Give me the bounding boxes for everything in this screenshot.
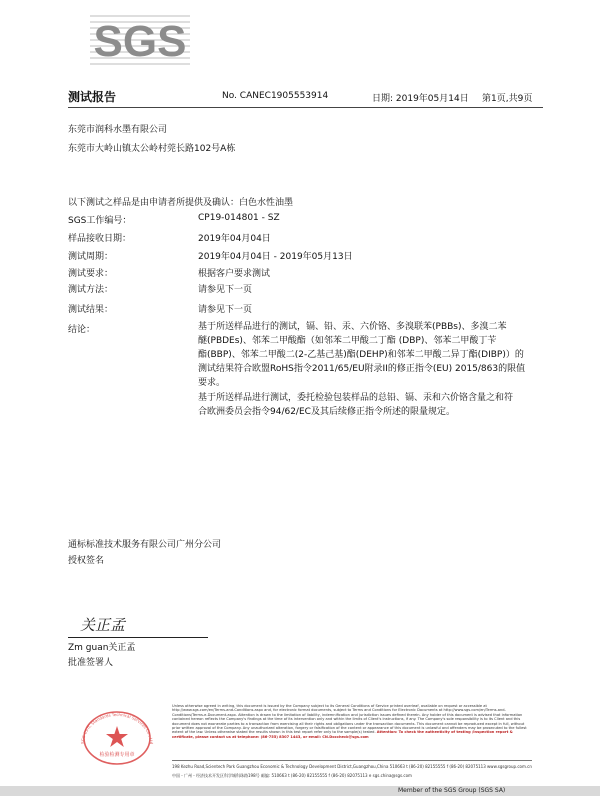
test-method-label: 测试方法： — [68, 285, 114, 295]
conclusion-line: 测试结果符合欧盟RoHS指令2011/65/EU附录II的修正指令(EU) 2015/863的限值 — [198, 364, 526, 374]
report-title: 测试报告 — [68, 90, 117, 104]
conclusion-line: 合欧洲委员会指令94/62/EC及其后续修正指令所述的限量规定。 — [198, 407, 455, 417]
test-request-label: 测试要求： — [68, 269, 114, 279]
conclusion-line: 基于所送样品进行的测试，镉、铅、汞、六价铬、多溴联苯(PBBs)、多溴二苯 — [198, 322, 507, 332]
footer-divider — [172, 760, 532, 761]
received-date-label: 样品接收日期： — [68, 234, 132, 244]
conclusion-line: 酯(BBP)、邻苯二甲酸二(2-乙基己基)酯(DEHP)和邻苯二甲酸二异丁酯(DIBP)）的 — [198, 350, 524, 360]
authorized-signature-label: 授权签名 — [68, 556, 105, 566]
client-address: 东莞市大岭山镇太公岭村莞长路102号A栋 — [68, 144, 236, 154]
conclusion-line: 要求。 — [198, 378, 226, 388]
report-date: 日期: 2019年05月14日 — [372, 94, 469, 104]
footer-bar — [0, 786, 600, 796]
test-results-label: 测试结果： — [68, 305, 114, 315]
sgs-job-no-value: CP19-014801 - SZ — [198, 213, 280, 223]
conclusion-line: 基于所送样品进行测试，委托检验包装样品的总铅、镉、汞和六价铬含量之和符 — [198, 393, 514, 403]
conclusion-label: 结论： — [68, 325, 96, 335]
test-request-value: 根据客户要求测试 — [198, 269, 271, 279]
report-number: No. CANEC1905553914 — [222, 91, 329, 101]
test-period-value: 2019年04月04日 - 2019年05月13日 — [198, 252, 353, 262]
signatory-company: 通标标准技术服务有限公司广州分公司 — [68, 540, 222, 550]
conclusion-packaging — [198, 391, 546, 419]
company-seal — [72, 704, 162, 766]
terms-and-conditions: Unless otherwise agreed in writing, this document is issued by the Company subject to its General Conditions of Service printed overleaf, available on request or accessible at http://www.sgs.com/en/Terms-and-Conditions.aspx and, for electronic format documents, subject to Terms and Conditions for Electronic Documents at http://www.sgs.com/en/Terms-and-Conditions/Terms-e-Document.aspx. Attention is drawn to the limitation of liability, indemnification and jurisdiction issues defined therein. Any holder of this document is advised that information contained hereon reflects the Company's findings at the time of its intervention only and within the limits of Client's instructions, if any. The Company's sole responsibility is to its Client and this document does not exonerate parties to a transaction from exercising all their rights and obligations under the transaction documents. This document cannot be reproduced except in full, without prior written approval of the Company. Any unauthorized alteration, forgery or falsification of the content or appearance of this document is unlawful and offenders may be prosecuted to the fullest extent of the law. Unless otherwise stated the results shown in this test report refer only to the sample(s) tested. Attention: To check the authenticity of testing /inspection report & certificate, please contact us at telephone: (86-755) 8307 1443, or email: CN.Doccheck@sgs.com — [172, 704, 527, 739]
sgs-member-note: Member of the SGS Group (SGS SA) — [398, 787, 506, 794]
conclusion-line: 醚(PBDEs)、邻苯二甲酸酯（如邻苯二甲酸二丁酯 (DBP)、邻苯二甲酸丁苄 — [198, 336, 497, 346]
test-method-value: 请参见下一页 — [198, 285, 253, 295]
authenticity-notice: Attention: To check the authenticity of testing /inspection report & certificate, please contact us at telephone: (86-755) 8307 1443, or email: CN.Doccheck@sgs.com — [172, 730, 513, 739]
handwritten-signature: 关正孟 — [80, 616, 126, 634]
footer-address-cn: 中国・广州・经济技术开发区科学城科珠路198号 邮编: 510663 t (86-20) 82155555 f (86-20) 82075113 e sgs.china@sgs.com — [172, 773, 412, 778]
sgs-logo — [90, 10, 190, 70]
svg-text:检验检测专用章: 检验检测专用章 — [99, 752, 135, 758]
signatory-role: 批准签署人 — [68, 658, 114, 668]
test-period-label: 测试周期： — [68, 252, 114, 262]
received-date-value: 2019年04月04日 — [198, 234, 271, 244]
sample-intro: 以下测试之样品是由申请者所提供及确认：白色水性油墨 — [68, 198, 294, 208]
signature-line — [68, 637, 208, 638]
client-name: 东莞市润科水墨有限公司 — [68, 125, 168, 135]
svg-text:SGS-CSTC Standards Technical S: SGS-CSTC Standards Technical Services Co., Ltd — [79, 711, 155, 745]
test-results-value: 请参见下一页 — [198, 305, 253, 315]
conclusion-rohs — [198, 320, 546, 390]
signatory-name: Zm guan关正孟 — [68, 643, 136, 653]
svg-text:SGS: SGS — [93, 17, 187, 66]
sgs-job-no-label: SGS工作编号： — [68, 216, 132, 226]
header-divider — [68, 107, 543, 108]
footer-address-en: 198 Kezhu Road,Scientech Park Guangzhou Economic & Technology Development District,Guangzhou,China 510663 t (86-20) 82155555 f (86-20) 82075113 www.sgsgroup.com.cn — [172, 764, 532, 769]
page-indicator: 第1页,共9页 — [482, 94, 533, 104]
